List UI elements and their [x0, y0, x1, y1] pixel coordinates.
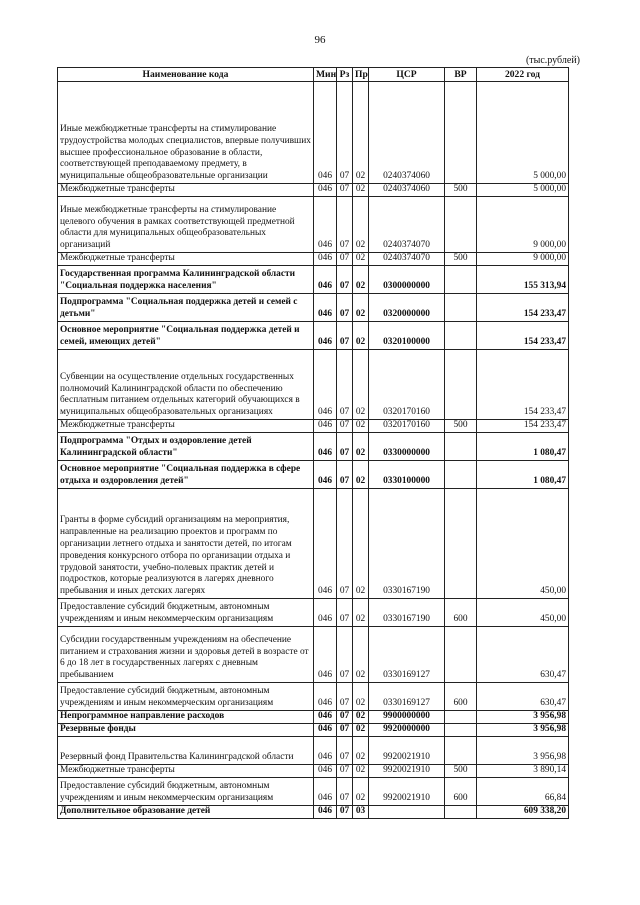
- cell-pr: 02: [353, 82, 369, 184]
- cell-rz: 07: [337, 627, 353, 683]
- cell-vr: [445, 806, 477, 819]
- cell-vr: [445, 711, 477, 724]
- cell-pr: 02: [353, 197, 369, 253]
- cell-amount: 9 000,00: [477, 253, 569, 266]
- cell-min: 046: [314, 599, 337, 627]
- header-rz: Рз: [337, 68, 353, 82]
- cell-rz: 07: [337, 184, 353, 197]
- cell-amount: 630,47: [477, 683, 569, 711]
- cell-csr: 0320170160: [369, 420, 445, 433]
- cell-name: Резервный фонд Правительства Калининградской области: [58, 737, 314, 765]
- cell-name: Межбюджетные трансферты: [58, 253, 314, 266]
- cell-min: 046: [314, 627, 337, 683]
- cell-name: Субсидии государственным учреждениям на обеспечение питанием и страхования жизни и здоровья детей в возрасте от 6 до 18 лет в государственных лагерях с дневным пребыванием: [58, 627, 314, 683]
- cell-pr: 03: [353, 806, 369, 819]
- header-min: Мин: [314, 68, 337, 82]
- cell-name: Предоставление субсидий бюджетным, автономным учреждениям и иным некоммерческим организациям: [58, 778, 314, 806]
- cell-name: Межбюджетные трансферты: [58, 765, 314, 778]
- cell-min: 046: [314, 294, 337, 322]
- cell-pr: 02: [353, 294, 369, 322]
- header-amount: 2022 год: [477, 68, 569, 82]
- table-row: [58, 627, 569, 683]
- cell-rz: 07: [337, 461, 353, 489]
- cell-rz: 07: [337, 711, 353, 724]
- table-row: [58, 461, 569, 489]
- cell-csr: 0320170160: [369, 350, 445, 420]
- table-row: [58, 737, 569, 765]
- cell-min: 046: [314, 82, 337, 184]
- cell-vr: [445, 294, 477, 322]
- cell-vr: [445, 197, 477, 253]
- table-row: [58, 82, 569, 184]
- cell-amount: 1 080,47: [477, 461, 569, 489]
- cell-min: 046: [314, 322, 337, 350]
- cell-vr: 500: [445, 184, 477, 197]
- cell-amount: 609 338,20: [477, 806, 569, 819]
- cell-csr: 0320000000: [369, 294, 445, 322]
- cell-min: 046: [314, 806, 337, 819]
- cell-min: 046: [314, 253, 337, 266]
- cell-amount: 5 000,00: [477, 82, 569, 184]
- cell-pr: 02: [353, 433, 369, 461]
- cell-name: Иные межбюджетные трансферты на стимулирование трудоустройства молодых специалистов, впервые получивших высшее профессиональное образование в области, соответствующей преподаваемому предмету, в муниципальные общеобразовательные организации: [58, 82, 314, 184]
- cell-pr: 02: [353, 737, 369, 765]
- cell-name: Основное мероприятие "Социальная поддержка детей и семей, имеющих детей": [58, 322, 314, 350]
- cell-rz: 07: [337, 683, 353, 711]
- cell-csr: 0330167190: [369, 599, 445, 627]
- cell-vr: [445, 82, 477, 184]
- header-csr: ЦСР: [369, 68, 445, 82]
- cell-name: Гранты в форме субсидий организациям на мероприятия, направленные на реализацию проектов и программ по организации летнего отдыха и занятости детей, по итогам проведения конкурсного отбора по организации отдыха и трудовой занятости, учебно-полевых практик детей и подростков, которые реализуются в лагерях дневного пребывания и иных детских лагерях: [58, 489, 314, 599]
- cell-csr: 0240374060: [369, 82, 445, 184]
- cell-vr: [445, 350, 477, 420]
- budget-table: [57, 67, 569, 819]
- table-row: [58, 433, 569, 461]
- cell-name: Подпрограмма "Социальная поддержка детей и семей с детьми": [58, 294, 314, 322]
- cell-min: 046: [314, 184, 337, 197]
- cell-csr: 9920021910: [369, 737, 445, 765]
- cell-rz: 07: [337, 599, 353, 627]
- cell-amount: 3 956,98: [477, 711, 569, 724]
- cell-pr: 02: [353, 765, 369, 778]
- cell-name: Иные межбюджетные трансферты на стимулирование целевого обучения в рамках соответствующей предметной области для муниципальных общеобразовательных организаций: [58, 197, 314, 253]
- cell-vr: 600: [445, 599, 477, 627]
- cell-csr: 9920000000: [369, 724, 445, 737]
- cell-rz: 07: [337, 433, 353, 461]
- cell-name: Основное мероприятие "Социальная поддержка в сфере отдыха и оздоровления детей": [58, 461, 314, 489]
- cell-min: 046: [314, 778, 337, 806]
- header-name: Наименование кода: [58, 68, 314, 82]
- cell-min: 046: [314, 765, 337, 778]
- header-vr: ВР: [445, 68, 477, 82]
- cell-rz: 07: [337, 765, 353, 778]
- cell-name: Непрограммное направление расходов: [58, 711, 314, 724]
- cell-name: Межбюджетные трансферты: [58, 420, 314, 433]
- cell-amount: 154 233,47: [477, 350, 569, 420]
- cell-pr: 02: [353, 724, 369, 737]
- cell-vr: 600: [445, 778, 477, 806]
- cell-csr: 9900000000: [369, 711, 445, 724]
- cell-csr: [369, 806, 445, 819]
- table-row: [58, 778, 569, 806]
- cell-amount: 3 956,98: [477, 737, 569, 765]
- cell-pr: 02: [353, 266, 369, 294]
- cell-min: 046: [314, 420, 337, 433]
- cell-rz: 07: [337, 778, 353, 806]
- cell-rz: 07: [337, 197, 353, 253]
- cell-vr: [445, 322, 477, 350]
- cell-min: 046: [314, 489, 337, 599]
- table-row: [58, 599, 569, 627]
- cell-min: 046: [314, 433, 337, 461]
- cell-rz: 07: [337, 350, 353, 420]
- table-header-row: [58, 68, 569, 82]
- cell-rz: 07: [337, 253, 353, 266]
- cell-min: 046: [314, 724, 337, 737]
- cell-vr: 600: [445, 683, 477, 711]
- cell-csr: 0330167190: [369, 489, 445, 599]
- cell-min: 046: [314, 737, 337, 765]
- cell-vr: [445, 627, 477, 683]
- cell-min: 046: [314, 461, 337, 489]
- cell-rz: 07: [337, 420, 353, 433]
- cell-name: Межбюджетные трансферты: [58, 184, 314, 197]
- table-row: [58, 420, 569, 433]
- cell-pr: 02: [353, 627, 369, 683]
- cell-csr: 0330169127: [369, 683, 445, 711]
- cell-amount: 1 080,47: [477, 433, 569, 461]
- table-row: [58, 765, 569, 778]
- cell-name: Подпрограмма "Отдых и оздоровление детей Калининградской области": [58, 433, 314, 461]
- cell-csr: 0330169127: [369, 627, 445, 683]
- cell-csr: 0240374060: [369, 184, 445, 197]
- cell-rz: 07: [337, 322, 353, 350]
- cell-vr: [445, 737, 477, 765]
- cell-amount: 154 233,47: [477, 294, 569, 322]
- cell-vr: 500: [445, 253, 477, 266]
- cell-pr: 02: [353, 350, 369, 420]
- cell-pr: 02: [353, 599, 369, 627]
- cell-name: Субвенции на осуществление отдельных государственных полномочий Калининградской области по обеспечению бесплатным питанием отдельных категорий обучающихся в муниципальных общеобразовательных организациях: [58, 350, 314, 420]
- cell-csr: 0240374070: [369, 197, 445, 253]
- cell-name: Государственная программа Калининградской области "Социальная поддержка населения": [58, 266, 314, 294]
- cell-csr: 9920021910: [369, 778, 445, 806]
- cell-rz: 07: [337, 724, 353, 737]
- cell-pr: 02: [353, 778, 369, 806]
- cell-min: 046: [314, 197, 337, 253]
- cell-amount: 3 956,98: [477, 724, 569, 737]
- cell-pr: 02: [353, 489, 369, 599]
- cell-min: 046: [314, 683, 337, 711]
- table-row: [58, 724, 569, 737]
- cell-vr: [445, 266, 477, 294]
- cell-amount: 154 233,47: [477, 322, 569, 350]
- cell-rz: 07: [337, 294, 353, 322]
- cell-vr: [445, 433, 477, 461]
- cell-name: Дополнительное образование детей: [58, 806, 314, 819]
- table-row: [58, 294, 569, 322]
- cell-amount: 3 890,14: [477, 765, 569, 778]
- table-row: [58, 683, 569, 711]
- cell-rz: 07: [337, 82, 353, 184]
- cell-amount: 450,00: [477, 599, 569, 627]
- cell-pr: 02: [353, 711, 369, 724]
- cell-min: 046: [314, 350, 337, 420]
- table-row: [58, 197, 569, 253]
- cell-amount: 66,84: [477, 778, 569, 806]
- cell-amount: 154 233,47: [477, 420, 569, 433]
- table-row: [58, 253, 569, 266]
- cell-pr: 02: [353, 683, 369, 711]
- cell-amount: 630,47: [477, 627, 569, 683]
- units-label: (тыс.рублей): [525, 55, 580, 66]
- cell-vr: [445, 461, 477, 489]
- table-row: [58, 711, 569, 724]
- cell-name: Предоставление субсидий бюджетным, автономным учреждениям и иным некоммерческим организациям: [58, 599, 314, 627]
- page-number: 96: [314, 34, 326, 46]
- cell-pr: 02: [353, 184, 369, 197]
- cell-pr: 02: [353, 420, 369, 433]
- cell-rz: 07: [337, 737, 353, 765]
- cell-csr: 0240374070: [369, 253, 445, 266]
- cell-name: Предоставление субсидий бюджетным, автономным учреждениям и иным некоммерческим организациям: [58, 683, 314, 711]
- cell-amount: 155 313,94: [477, 266, 569, 294]
- cell-csr: 9920021910: [369, 765, 445, 778]
- table-row: [58, 350, 569, 420]
- cell-min: 046: [314, 266, 337, 294]
- cell-csr: 0300000000: [369, 266, 445, 294]
- cell-rz: 07: [337, 806, 353, 819]
- cell-amount: 5 000,00: [477, 184, 569, 197]
- cell-vr: 500: [445, 765, 477, 778]
- table-row: [58, 184, 569, 197]
- cell-rz: 07: [337, 489, 353, 599]
- cell-rz: 07: [337, 266, 353, 294]
- cell-vr: [445, 489, 477, 599]
- table-row: [58, 489, 569, 599]
- table-row: [58, 322, 569, 350]
- cell-pr: 02: [353, 253, 369, 266]
- cell-name: Резервные фонды: [58, 724, 314, 737]
- table-row: [58, 266, 569, 294]
- table-row: [58, 806, 569, 819]
- cell-vr: [445, 724, 477, 737]
- header-pr: Пр: [353, 68, 369, 82]
- cell-amount: 450,00: [477, 489, 569, 599]
- cell-vr: 500: [445, 420, 477, 433]
- cell-pr: 02: [353, 322, 369, 350]
- cell-csr: 0320100000: [369, 322, 445, 350]
- cell-pr: 02: [353, 461, 369, 489]
- cell-csr: 0330100000: [369, 461, 445, 489]
- cell-csr: 0330000000: [369, 433, 445, 461]
- cell-amount: 9 000,00: [477, 197, 569, 253]
- cell-min: 046: [314, 711, 337, 724]
